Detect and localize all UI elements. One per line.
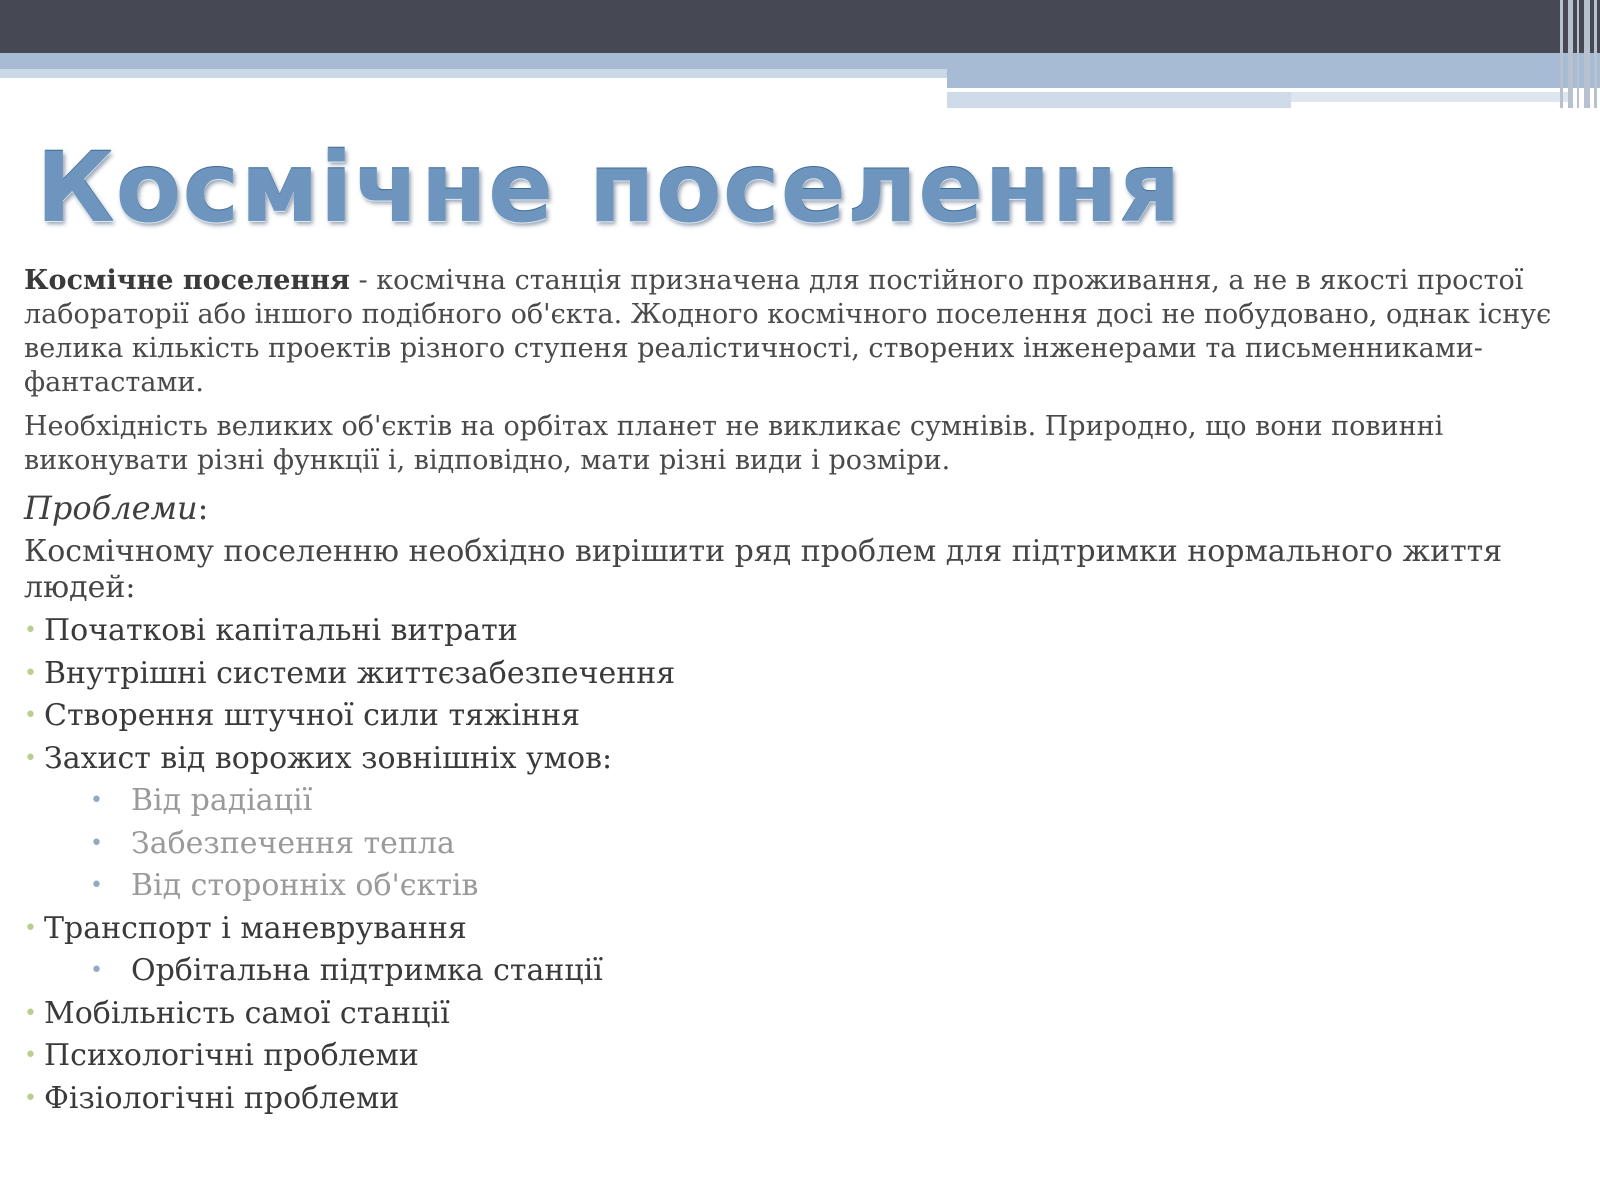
sub-bullet-icon: • — [90, 788, 103, 813]
intro-definition: - космічна станція призначена для постійного проживання, а не в якості простої лабораторії або іншого подібного об'єкта. Жодного космічного поселення досі не побудовано, однак існує велика кількість проектів різного ступеня реалістичності, створених інженерами та письменниками-фантастами. — [24, 265, 1552, 398]
sublist-item-text: Від радіації — [131, 783, 313, 818]
bullet-icon: • — [24, 618, 37, 643]
problems-label: Проблеми — [24, 489, 198, 527]
problems-intro: Космічному поселенню необхідно вирішити ряд проблем для підтримки нормального життя людей: — [24, 534, 1503, 605]
list-item — [24, 653, 1564, 696]
sublist-item — [24, 780, 1564, 823]
list-item — [24, 695, 1564, 738]
slide-content — [24, 264, 1564, 1120]
problems-heading — [24, 488, 1564, 528]
intro-term: Космічне поселення — [24, 265, 350, 296]
header-stripe — [1577, 0, 1579, 108]
sublist-item — [24, 950, 1564, 993]
bullet-icon: • — [24, 745, 37, 771]
header-light-bar-right — [947, 92, 1291, 108]
sub-bullet-icon: • — [90, 873, 103, 898]
bullet-icon: • — [24, 660, 37, 686]
necessity-paragraph: Необхідність великих об'єктів на орбітах планет не викликає сумнівів. Природно, що вони повинні виконувати різні функції і, відповідно, мати різні види і розміри. — [24, 411, 1444, 476]
problems-colon: : — [197, 489, 209, 527]
header-stripe — [1560, 0, 1563, 108]
list-item — [24, 738, 1564, 781]
list-item-text: Створення штучної сили тяжіння — [44, 698, 581, 733]
sublist-item-text: Забезпечення тепла — [131, 825, 455, 861]
sublist-item — [24, 865, 1564, 908]
sublist-item — [24, 823, 1564, 866]
header-light-bar — [0, 69, 947, 78]
bullet-icon: • — [24, 1085, 37, 1111]
header-blue-bar — [0, 53, 1600, 69]
list-item-text: Початкові капітальні витрати — [44, 613, 518, 648]
list-item-text: Психологічні проблеми — [44, 1038, 419, 1073]
slide-title: Космічне поселення — [36, 132, 1182, 244]
sub-bullet-icon: • — [90, 830, 103, 856]
list-item — [24, 908, 1564, 951]
list-item — [24, 610, 1564, 653]
header-stripe — [1594, 0, 1597, 108]
intro-paragraph — [24, 264, 1564, 400]
list-item — [24, 993, 1564, 1036]
bullet-icon: • — [24, 1043, 37, 1068]
sublist-item-text: Орбітальна підтримка станції — [131, 953, 603, 988]
problems-list-continued — [24, 908, 1564, 951]
transport-sublist — [24, 950, 1564, 993]
problems-list-end — [24, 993, 1564, 1121]
header-stripe — [1568, 0, 1573, 108]
header-pale-bar-right — [1291, 92, 1571, 102]
list-item — [24, 1035, 1564, 1078]
list-item-text: Мобільність самої станції — [44, 995, 450, 1031]
header-dark-bar — [0, 0, 1600, 53]
problems-list — [24, 610, 1564, 780]
header-stripe — [1584, 0, 1590, 108]
list-item-text: Внутрішні системи життєзабезпечення — [44, 655, 676, 691]
list-item-text: Фізіологічні проблеми — [44, 1080, 400, 1116]
bullet-icon: • — [24, 1000, 37, 1026]
protection-sublist — [24, 780, 1564, 908]
bullet-icon: • — [24, 703, 37, 728]
sublist-item-text: Від сторонніх об'єктів — [131, 868, 479, 903]
list-item-text: Транспорт і маневрування — [44, 910, 467, 946]
sub-bullet-icon: • — [90, 958, 103, 983]
header-blue-bar-right — [947, 69, 1600, 88]
list-item-text: Захист від ворожих зовнішніх умов: — [44, 740, 613, 776]
header-stripes — [1556, 0, 1600, 108]
list-item — [24, 1078, 1564, 1121]
bullet-icon: • — [24, 915, 37, 941]
